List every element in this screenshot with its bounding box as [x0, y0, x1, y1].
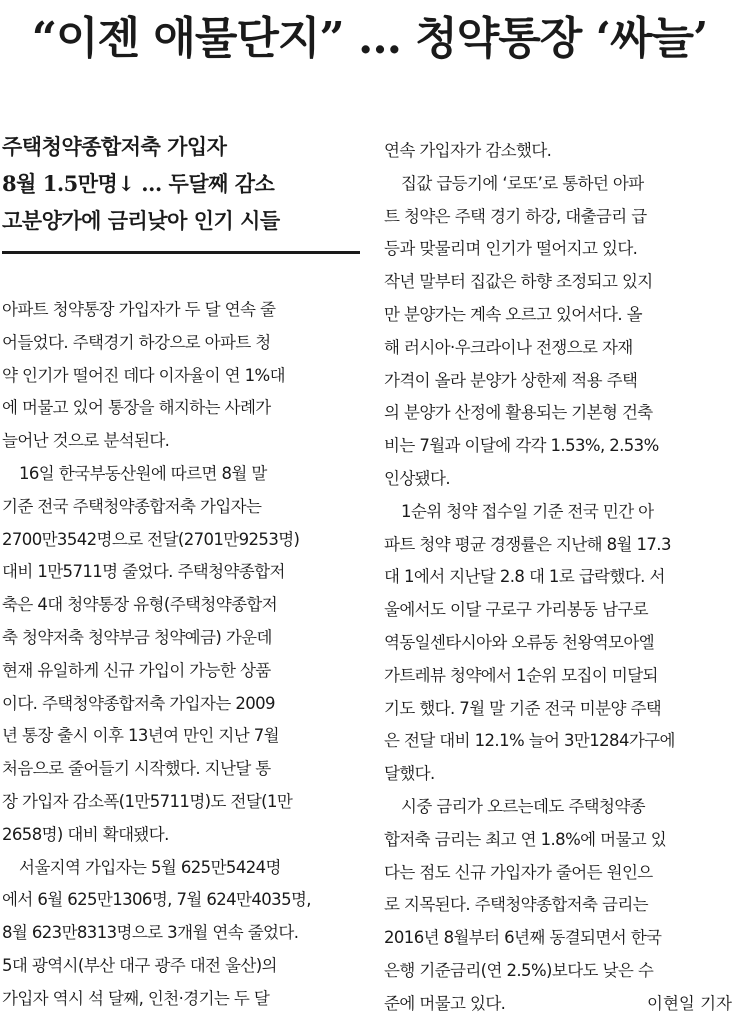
article-line: 다는 점도 신규 가입자가 줄어든 원인으 [384, 862, 653, 882]
article-line: 준에 머물고 있다. [384, 993, 506, 1013]
article-line: 해 러시아·우크라이나 전쟁으로 자재 [384, 337, 633, 357]
article-line: 1순위 청약 접수일 기준 전국 민간 아 [401, 501, 654, 521]
subheadline-block [2, 128, 360, 254]
article-line: 울에서도 이달 구로구 가리봉동 남구로 [384, 600, 649, 620]
article-line: 연속 가입자가 감소했다. [384, 141, 552, 160]
article-line: 8월 623만8313명으로 3개월 연속 줄었다. [2, 923, 299, 943]
article-line: 현재 유일하게 신규 가입이 가능한 상품 [2, 660, 271, 680]
article-line: 파트 청약 평균 경쟁률은 지난해 8월 17.3 [384, 534, 671, 554]
article-line: 기도 했다. 7월 말 기준 전국 미분양 주택 [384, 698, 662, 718]
article-line: 5대 광역시(부산 대구 광주 대전 울산)의 [2, 955, 277, 975]
headline: “이젠 애물단지” … 청약통장 ‘싸늘’ [31, 13, 708, 64]
article-line: 에서 6월 625만1306명, 7월 624만4035명, [2, 890, 311, 910]
article-line: 년 통장 출시 이후 13년여 만인 지난 7월 [2, 726, 279, 746]
article-line: 만 분양가는 계속 오르고 있어서다. 올 [384, 304, 642, 324]
article-line: 2700만3542명으로 전달(2701만9253명) [2, 529, 300, 549]
article-line: 비는 7월과 이달에 각각 1.53%, 2.53% [384, 436, 659, 456]
article-line: 트 청약은 주택 경기 하강, 대출금리 급 [384, 206, 647, 226]
article-column-left [2, 294, 360, 1016]
article-line: 시중 금리가 오르는데도 주택청약종 [401, 796, 646, 816]
article-line: 등과 맞물리며 인기가 떨어지고 있다. [384, 239, 638, 259]
article-line: 가입자 역시 석 달째, 인천·경기는 두 달 [2, 988, 270, 1008]
article-line: 역동일센타시아와 오류동 천왕역모아엘 [384, 632, 655, 652]
article-line: 늘어난 것으로 분석된다. [2, 431, 170, 451]
article-line: 서울지역 가입자는 5월 625만5424명 [19, 857, 281, 877]
subheadline-line: 8월 1.5만명↓ … 두달째 감소 [2, 171, 275, 196]
article-line: 아파트 청약통장 가입자가 두 달 연속 줄 [2, 300, 276, 319]
article-line: 기준 전국 주택청약종합저축 가입자는 [2, 496, 262, 516]
article-column-right [384, 135, 736, 1021]
article-line: 의 분양가 산정에 활용되는 기본형 건축 [384, 403, 653, 423]
article-line: 가트레뷰 청약에서 1순위 모집이 미달되 [384, 665, 658, 685]
article-line: 처음으로 줄어들기 시작했다. 지난달 통 [2, 759, 271, 779]
article-line: 어들었다. 주택경기 하강으로 아파트 청 [2, 332, 271, 352]
subheadline-line: 고분양가에 금리낮아 인기 시들 [2, 208, 280, 233]
subheadline-line: 주택청약종합저축 가입자 [2, 134, 227, 159]
article-line: 로 지목된다. 주택청약종합저축 금리는 [384, 895, 649, 915]
article-line: 대 1에서 지난달 2.8 대 1로 급락했다. 서 [384, 567, 665, 587]
article-line: 2658명) 대비 확대됐다. [2, 824, 169, 844]
last-line-row [384, 988, 736, 1021]
article-line: 축 청약저축 청약부금 청약예금) 가운데 [2, 627, 272, 647]
article-line: 2016년 8월부터 6년째 동결되면서 한국 [384, 928, 662, 948]
article-line: 인상됐다. [384, 468, 451, 488]
article-line: 16일 한국부동산원에 따르면 8월 말 [19, 463, 267, 483]
article-line: 축은 4대 청약통장 유형(주택청약종합저 [2, 595, 278, 615]
article-line: 작년 말부터 집값은 하향 조정되고 있지 [384, 272, 653, 292]
article-line: 가격이 올라 분양가 상한제 적용 주택 [384, 370, 638, 390]
article-line: 집값 급등기에 ‘로또’로 통하던 아파 [401, 173, 644, 193]
article-line: 이다. 주택청약종합저축 가입자는 2009 [2, 693, 275, 713]
article-line: 은 전달 대비 12.1% 늘어 3만1284가구에 [384, 731, 675, 751]
article-line: 합저축 금리는 최고 연 1.8%에 머물고 있 [384, 829, 667, 849]
byline: 이현일 기자 [647, 993, 732, 1013]
article-line: 대비 1만5711명 줄었다. 주택청약종합저 [2, 562, 285, 582]
article-line: 은행 기준금리(연 2.5%)보다도 낮은 수 [384, 960, 654, 980]
article-line: 달했다. [384, 764, 435, 784]
article-line: 약 인기가 떨어진 데다 이자율이 연 1%대 [2, 365, 285, 385]
article-line: 에 머물고 있어 통장을 해지하는 사례가 [2, 398, 271, 418]
article-line: 장 가입자 감소폭(1만5711명)도 전달(1만 [2, 791, 293, 811]
